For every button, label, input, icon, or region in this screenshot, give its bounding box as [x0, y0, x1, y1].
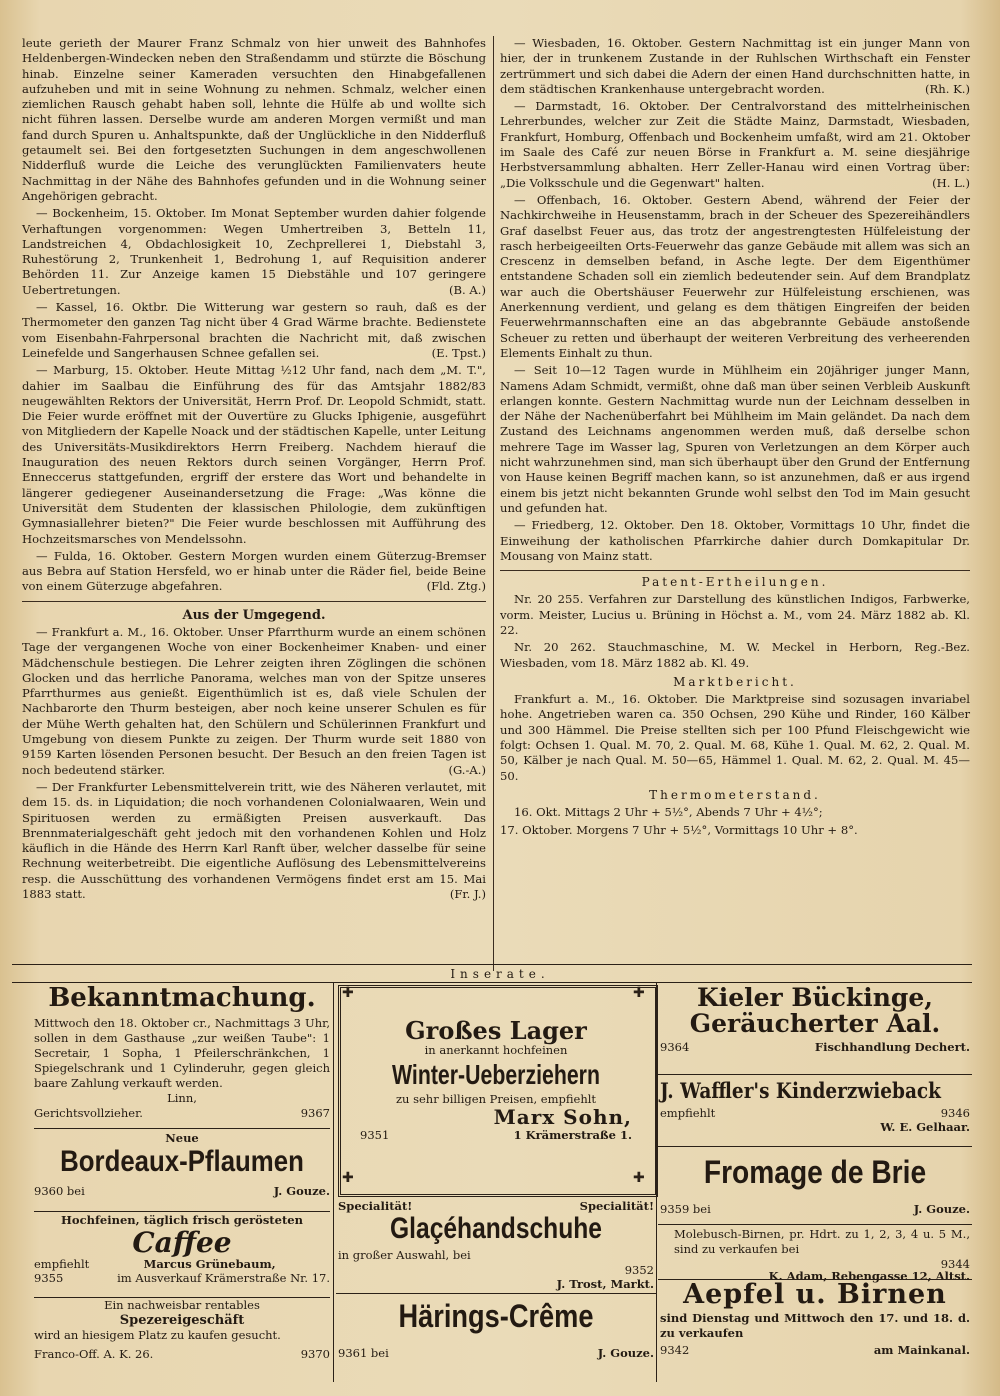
ad-molebusch-num: 9344 [940, 1257, 970, 1271]
ad-spezerei-footer [34, 1347, 330, 1361]
source-hl: (H. L.) [932, 175, 970, 190]
source-rhk: (Rh. K.) [925, 81, 970, 96]
ad-glace-spec [338, 1199, 654, 1213]
ad-bekanntmachung-num: 9367 [300, 1106, 330, 1121]
ad-glace-spec-left: Specialität! [338, 1199, 413, 1213]
ad-glace-spec-right: Specialität! [579, 1199, 654, 1213]
ad-rule-6 [658, 1146, 972, 1147]
column-divider [493, 36, 494, 971]
ad-bekanntmachung-name: Linn, [167, 1091, 197, 1106]
ad-molebusch-text: Molebusch-Birnen, pr. Hdrt. zu 1, 2, 3, 4 u. 5 M., sind zu verkaufen bei [674, 1227, 970, 1256]
ad-marx-winter: Winter-Ueberziehern [392, 1059, 600, 1091]
article-friedberg: — Friedberg, 12. Oktober. Den 18. Oktober, Vormittags 10 Uhr, findet die Einweihung der katholischen Pfarrkirche dahier durch Domkapitular Dr. Mousang von Mainz statt. [500, 518, 970, 563]
ad-kieler-footer [660, 1040, 970, 1054]
ad-caffee-num: 9355 [34, 1271, 64, 1286]
ad-haerings-seller: J. Gouze. [597, 1345, 654, 1360]
ad-waffler-num: 9346 [940, 1106, 970, 1121]
ad-marx-lager: Großes Lager [405, 1016, 587, 1045]
ad-marx-addr: 1 Krämerstraße 1. [513, 1127, 632, 1142]
ad-bekanntmachung-text: Mittwoch den 18. Oktober cr., Nachmittags 3 Uhr, sollen in dem Gasthause „zur weißen Taube": 1 Secretair, 1 Sopha, 1 Pfeilerschränkchen, 1 Spiegelschrank und 1 Cylinderuhr, gegen gleich baare Zahlung verkauft werden. [34, 1016, 330, 1091]
ad-haerings-footer [338, 1346, 654, 1360]
article-lebensmittelverein: — Der Frankfurter Lebensmittelverein tritt, wie des Näheren verlautet, mit dem 15. ds. in Liquidation; die noch vorhandenen Colonialwaaren, Wein und Spirituosen werden zu ermäßigten Preisen ausverkauft. Das Brennmaterialgeschäft geht jedoch mit den vorhandenen Kohlen und Holz käuflich in die Hände des Herrn Karl Ranft über, welcher dasselbe für seine Rechnung weiterbetreibt. Die eigentliche Auflösung des Lebensmittelvereins resp. die Ausschüttung des vorhandenen Vermögens findet erst am 15. Mai 1883 statt. (Fr. J.) [22, 779, 486, 902]
ad-aepfel-title: Aepfel u. Birnen [683, 1279, 947, 1310]
ad-glace-footer-2 [338, 1277, 654, 1291]
ad-bekanntmachung-title: Bekanntmachung. [48, 983, 316, 1013]
ad-spezerei-off: Franco-Off. A. K. 26. [34, 1347, 154, 1361]
source-fld: (Fld. Ztg.) [426, 579, 486, 594]
ad-bordeaux-title: Bordeaux-Pflaumen [60, 1145, 304, 1178]
article-kassel: — Kassel, 16. Oktbr. Die Witterung war gestern so rauh, daß es der Thermometer den ganzen Tag nicht über 4 Grad Wärme brachte. Bedienstete vom Eisenbahn-Fahrpersonal brachten die Nachricht mit, daß zwischen Leinefelde und Sangerhausen Schnee gefallen sei. (E. Tpst.) [22, 300, 486, 360]
ad-waffler [660, 1080, 970, 1144]
ad-caffee-title: Caffee [132, 1226, 232, 1259]
ad-fromage [660, 1152, 970, 1224]
article-bockenheim: — Bockenheim, 15. Oktober. Im Monat September wurden dahier folgende Verhaftungen vorgenommen: Wegen Umhertreiben 3, Betteln 11, Landstreichen 4, Obdachlosigkeit 10, Zechprellerei 1, Diebstahl 3, Ruhestörung 2, Trunkenheit 1, Bedrohung 1, auf Requisition anderer Behörden 11. Zur Anzeige kamen 15 Diebstähle und 107 geringere Uebertretungen. (B. A.) [22, 206, 486, 297]
article-marburg: — Marburg, 15. Oktober. Heute Mittag ½12 Uhr fand, nach dem „M. T.", dahier im Saalbau die Einführung des für das Amtsjahr 1882/83 neugewählten Rektors der Universität, Herrn Prof. Dr. Leopold Schmidt, statt. Die Feier wurde eröffnet mit der Ouvertüre zu Glucks Iphigenie, ausgeführt von Mitgliedern der Kapelle Noack und der städtischen Kapelle, unter Leitung des Universitäts-Musikdirektors Herrn Freiberg. Nachdem hierauf die Inauguration des neuen Rektors durch seinen Vorgänger, Herrn Prof. Enneccerus stattgefunden, ergriff der erstere das Wort und behandelte in längerer gediegener Auseinandersetzung die Frage: „Was könne die Universität dem Studenten der klassischen Philologie, dem zukünftigen Gymnasiallehrer bieten?" Die Feier wurde beschlossen mit Aufführung des Hochzeitsmarsches von Mendelssohn. [22, 363, 486, 546]
ad-caffee-row1 [34, 1257, 330, 1271]
cross-ornament-icon: ✚ [633, 985, 645, 1001]
ad-bordeaux [34, 1131, 330, 1209]
ad-haerings-num: 9361 bei [338, 1345, 389, 1360]
source-ba: (B. A.) [449, 282, 486, 297]
ad-marx-name: Marx Sohn, [493, 1104, 632, 1129]
ad-fromage-seller: J. Gouze. [913, 1201, 970, 1216]
ad-bekanntmachung-footer [34, 1106, 330, 1120]
ad-rule-2 [34, 1211, 330, 1212]
ad-bordeaux-num: 9360 bei [34, 1183, 85, 1198]
ad-kieler-seller: Fischhandlung Dechert. [814, 1039, 970, 1054]
ad-glace-title: Glaçéhandschuhe [390, 1212, 602, 1245]
ad-spezerei-head: Ein nachweisbar rentables [104, 1298, 260, 1312]
ad-aepfel-loc: am Mainkanal. [873, 1343, 970, 1358]
ad-fromage-title: Fromage de Brie [703, 1154, 927, 1190]
ad-caffee-head: Hochfeinen, täglich frisch gerösteten [61, 1213, 303, 1227]
article-wiesbaden: — Wiesbaden, 16. Oktober. Gestern Nachmittag ist ein junger Mann von hier, der in trunkenem Zustande in der Ruhlschen Wirthschaft ein Fenster zertrümmert und sich dabei die Adern der einen Hand durchschnitten hatte, in dem städtischen Krankenhause untergebracht worden. (Rh. K.) [500, 36, 970, 96]
thermo-line-1: 16. Okt. Mittags 2 Uhr + 5½°, Abends 7 Uhr + 4½°; [514, 805, 823, 820]
ads-title: Inserate. [450, 967, 550, 981]
ad-aepfel [660, 1281, 970, 1377]
ad-glace-footer [338, 1263, 654, 1277]
ad-marx-sub: in anerkannt hochfeinen [424, 1043, 568, 1058]
article-darmstadt: — Darmstadt, 16. Oktober. Der Centralvorstand des mittelrheinischen Lehrerbundes, welcher zur Zeit die Städte Mainz, Darmstadt, Wiesbaden, Frankfurt, Homburg, Offenbach und Bockenheim umfaßt, wird am 21. Oktober im Saale des Café zur neuen Börse in Frankfurt a. M. seine diesjährige Herbstversammlung abhalten. Herr Zeller-Hanau wird einen Vortrag über: „Die Volksschule und die Gegenwart" halten. (H. L.) [500, 99, 970, 190]
patent-title: Patent-Ertheilungen. [641, 575, 829, 590]
ad-caffee-addr: im Ausverkauf Krämerstraße Nr. 17. [117, 1271, 330, 1286]
ad-haerings [338, 1296, 654, 1376]
ad-marx-text: zu sehr billigen Preisen, empfiehlt [395, 1091, 597, 1106]
thermo-title: Thermometerstand. [649, 787, 821, 802]
cross-ornament-icon: ✚ [342, 1170, 354, 1186]
ad-aepfel-text: sind Dienstag und Mittwoch den 17. und 18. d. zu verkaufen [660, 1311, 970, 1341]
ad-bordeaux-seller: J. Gouze. [273, 1183, 330, 1198]
ad-waffler-row2 [660, 1120, 970, 1134]
ad-molebusch-seller: K. Adam, Rebengasse 12, Altst. [768, 1269, 970, 1283]
ad-marx-num: 9351 [360, 1127, 390, 1142]
ad-kieler-line2: Geräucherter Aal. [689, 1009, 941, 1039]
ad-fromage-footer [660, 1202, 970, 1216]
ads-top-rule [12, 964, 972, 965]
patent-rule [500, 570, 970, 571]
market-report: Frankfurt a. M., 16. Oktober. Die Marktpreise sind sozusagen invariabel hohe. Angetrieben waren ca. 350 Ochsen, 290 Kühe und Rinder, 160 Kälber und 300 Hämmel. Die Preise stellten sich per 100 Pfund Fleischgewicht wie folgt: Ochsen 1. Qual. M. 70, 2. Qual. M. 68, Kühe 1. Qual. M. 62, 2. Qual. M. 50, Kälber je nach Qual. M. 50—65, Hämmel 1. Qual. M. 62, 2. Qual. M. 45—50. [500, 692, 970, 783]
ad-spezerei-text: wird an hiesigem Platz zu kaufen gesucht. [34, 1328, 281, 1342]
article-offenbach: — Offenbach, 16. Oktober. Gestern Abend, während der Feier der Nachkirchweihe in Heusenstamm, brach in der Scheuer des Spezereihändlers Graf daselbst Feuer aus, das trotz der angestrengtesten Hülfeleistung der rasch herbeigeeilten Orts-Feuerwehr das ganze Gebäude mit allem was sich an Crescenz in demselben befand, in Asche legte. Der dem Eigenthümer entstandene Schaden soll ein ziemlich bedeutender sein. Auf dem Brandplatz war auch die Obertshäuser Feuerwehr zur Hülfeleistung erschienen, was Anerkennung verdient, und gelang es dem thätigen Eingreifen der beiden Feuerwehrmannschaften eine an das abgebrannte Gebäude anstoßende Scheuer zu retten und überhaupt der weiteren Verbreitung des verheerenden Elements Einhalt zu thun. [500, 192, 970, 360]
ad-waffler-seller: W. E. Gelhaar. [880, 1120, 970, 1135]
ad-glace-seller: J. Trost, Markt. [556, 1276, 654, 1291]
cross-ornament-icon: ✚ [633, 1170, 645, 1186]
article-heldenbergen: leute gerieth der Maurer Franz Schmalz von hier unweit des Bahnhofes Heldenbergen-Windecken neben den Straßendamm und stürzte die Böschung hinab. Einzelne seiner Kameraden versuchten den Hinabgefallenen aufzuheben und mit in seine Wohnung zu nehmen. Schmalz, welcher einen ziemlichen Rausch gehabt haben soll, lehnte die Hülfe ab und wollte sich nicht führen lassen. Derselbe wurde am anderen Morgen vermißt und man fand durch Spuren u. Anhaltspunkte, daß der Unglückliche in den Nidderfluß getaumelt sei. Bei den fortgesetzten Suchungen in dem angeschwollenen Nidderfluß wurde die Leiche des verunglückten Familienvaters heute Nachmittag in der Nähe des Bahnhofes gefunden und in die Wohnung seiner Angehörigen gebracht. [22, 36, 486, 203]
section-title-umgegend: Aus der Umgegend. [182, 607, 326, 623]
right-column [500, 36, 970, 976]
ad-rule-1 [34, 1128, 330, 1129]
ad-bekanntmachung [34, 985, 330, 1125]
article-muehlheim: — Seit 10—12 Tagen wurde in Mühlheim ein 20jähriger junger Mann, Namens Adam Schmidt, vermißt, ohne daß man über seinen Verbleib Auskunft erlangen konnte. Gestern Nachmittag wurde nun der Leichnam desselben in der Nähe der Nachenüberfahrt bei Mühlheim im Main geländet. Da nach dem Zustand des Leichnams angenommen werden muß, daß derselbe schon mehrere Tage im Wasser lag, Spuren von Verletzungen an dem Körper auch nicht wahrzunehmen sind, man sich überhaupt über den Grund der Entfernung von Hause keinen Begriff machen kann, so ist anzunehmen, daß er aus irgend einem bis jetzt nicht bekannten Grunde wohl selbst den Tod im Main gesucht und gefunden hat. [500, 363, 970, 515]
ad-haerings-title: Härings-Crême [398, 1298, 594, 1334]
ad-glace [338, 1199, 654, 1291]
cross-ornament-icon: ✚ [342, 985, 354, 1001]
ad-glace-num: 9352 [624, 1262, 654, 1277]
source-etpst: (E. Tpst.) [431, 345, 486, 360]
article-frankfurt-pfarrthurm: — Frankfurt a. M., 16. Oktober. Unser Pfarrthurm wurde an einem schönen Tage der vergangenen Woche von einer Bockenheimer Knaben- und einer Mädchenschule bestiegen. Die Lehrer zeigten ihren Zöglingen die schönen Glocken und das herrliche Panorama, welches man von der Spitze unseres Pfarrthurmes aus genießt. Eigenthümlich ist es, daß viele Schulen der Nachbarorte den Thurm besteigen, aber noch keine unserer Schulen es für der Mühe Werth gehalten hat, den Schülern und Schülerinnen Frankfurt und Umgebung von diesem Punkte zu zeigen. Der Thurm wurde seit 1880 von 9159 Karten lösenden Personen besucht. Der Besuch an den freien Tagen ist noch bedeutend stärker. (G.-A.) [22, 624, 486, 777]
ads-divider-1 [333, 982, 334, 1382]
ad-marx-footer [360, 1128, 632, 1142]
ad-spezerei [34, 1298, 330, 1378]
ad-caffee-seller: Marcus Grünebaum, [143, 1257, 276, 1272]
source-frj: (Fr. J.) [449, 887, 486, 902]
ad-kieler-line1: Kieler Bückinge, [696, 983, 934, 1012]
source-ga: (G.-A.) [448, 762, 486, 777]
ad-caffee [34, 1213, 330, 1295]
ad-spezerei-title: Spezereigeschäft [119, 1313, 245, 1328]
ad-caffee-emp: empfiehlt [34, 1257, 90, 1272]
ad-bordeaux-neue: Neue [165, 1131, 199, 1145]
ad-kieler-num: 9364 [660, 1039, 690, 1054]
patent-entry-2: Nr. 20 262. Stauchmaschine, M. W. Meckel in Herborn, Reg.-Bez. Wiesbaden, vom 18. März 1882 ab. Kl. 49. [500, 640, 970, 670]
article-fulda: — Fulda, 16. Oktober. Gestern Morgen wurden einem Güterzug-Bremser aus Bebra auf Station Hersfeld, wo er hinab unter die Räder fiel, beide Beine von einem Güterzuge abgefahren. (Fld. Ztg.) [22, 548, 486, 594]
ad-bekanntmachung-role: Gerichtsvollzieher. [34, 1106, 143, 1121]
market-title: Marktbericht. [673, 674, 797, 689]
ad-rule-4 [336, 1293, 656, 1294]
ad-kieler [660, 985, 970, 1069]
ad-waffler-row1 [660, 1106, 970, 1120]
ad-aepfel-num: 9342 [660, 1343, 690, 1358]
ad-spezerei-num: 9370 [300, 1347, 330, 1361]
ad-molebusch [674, 1227, 970, 1283]
thermo-line-2: 17. Oktober. Morgens 7 Uhr + 5½°, Vormittags 10 Uhr + 8°. [500, 822, 858, 837]
ad-bordeaux-footer [34, 1184, 330, 1198]
ad-aepfel-footer [660, 1343, 970, 1357]
ad-rule-7 [658, 1224, 972, 1225]
ad-glace-text: in großer Auswahl, bei [338, 1247, 471, 1262]
patent-entry-1: Nr. 20 255. Verfahren zur Darstellung des künstlichen Indigos, Farbwerke, vorm. Meister, Lucius u. Brüning in Höchst a. M., vom 24. März 1882 ab. Kl. 22. [500, 592, 970, 637]
ad-waffler-emp: empfiehlt [660, 1106, 716, 1121]
ad-caffee-row2 [34, 1271, 330, 1285]
left-column [22, 36, 486, 966]
ad-fromage-num: 9359 bei [660, 1201, 711, 1216]
ad-waffler-title: J. Waffler's Kinderzwieback [660, 1078, 941, 1103]
ad-rule-5 [658, 1074, 972, 1075]
section-rule [22, 601, 486, 602]
ad-marx-sohn [360, 1018, 632, 1178]
